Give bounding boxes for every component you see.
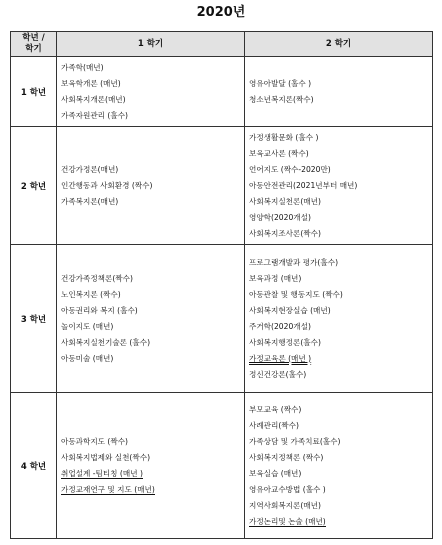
course-item: [249, 271, 432, 287]
table-row: [11, 57, 433, 127]
semester-2-cell: [245, 393, 433, 539]
course-item: [249, 450, 432, 466]
course-item: [249, 76, 432, 92]
course-name: 사회복지정책론 (짝수): [249, 452, 324, 462]
course-name: 놀이지도 (매년): [61, 321, 114, 331]
course-item: [61, 335, 244, 351]
course-name: 보육교사론 (짝수): [249, 148, 309, 158]
table-row: [11, 127, 433, 245]
course-list: [57, 434, 244, 498]
course-item: [249, 226, 432, 242]
course-list: [57, 60, 244, 124]
course-item: [61, 351, 244, 367]
course-name: 아동안전관리(2021년부터 매년): [249, 180, 358, 190]
course-name: 주거학(2020개설): [249, 321, 311, 331]
semester-1-cell: [57, 245, 245, 393]
course-item: [249, 146, 432, 162]
course-item: [249, 514, 432, 530]
course-name: 사회복지실천기술론 (홀수): [61, 337, 151, 347]
course-name: 가족자원관리 (홀수): [61, 110, 129, 120]
course-item: [249, 162, 432, 178]
course-name: 부모교육 (짝수): [249, 404, 302, 414]
course-name: 사회복지행정론(홀수): [249, 337, 321, 347]
course-name: 아동권리와 복지 (홀수): [61, 305, 138, 315]
course-item: [61, 92, 244, 108]
course-item: [249, 351, 432, 367]
course-item: [249, 434, 432, 450]
course-item: [61, 319, 244, 335]
course-item: [249, 498, 432, 514]
course-name: 영유아발달 (홀수 ): [249, 78, 312, 88]
course-name: 언어지도 (짝수-2020만): [249, 164, 331, 174]
course-name: 보육과정 (매년): [249, 273, 302, 283]
course-name: 가족복지론(매년): [61, 196, 119, 206]
course-name: 취업설계 -팀티칭 (매년 ): [61, 468, 143, 478]
course-name: 아동관찰 및 행동지도 (짝수): [249, 289, 343, 299]
course-name: 가정교육론 (매년 ): [249, 353, 312, 363]
course-item: [249, 130, 432, 146]
course-name: 노인복지론 (짝수): [61, 289, 121, 299]
course-list: [245, 402, 432, 530]
grade-label: 3 학년: [11, 245, 57, 393]
course-name: 가정교재연구 및 지도 (매년): [61, 484, 155, 494]
course-item: [249, 210, 432, 226]
course-name: 영양학(2020개설): [249, 212, 311, 222]
table-row: [11, 393, 433, 539]
course-name: 정신건강론(홀수): [249, 369, 307, 379]
course-item: [249, 482, 432, 498]
course-name: 사회복지개론(매년): [61, 94, 126, 104]
course-name: 보육실습 (매년): [249, 468, 302, 478]
course-name: 사회복지조사론(짝수): [249, 228, 321, 238]
course-name: 사회복지법제와 실천(짝수): [61, 452, 151, 462]
course-item: [61, 482, 244, 498]
course-item: [61, 434, 244, 450]
page-title: 2020년: [196, 5, 246, 20]
course-name: 가정생활문화 (홀수 ): [249, 132, 319, 142]
course-name: 아동미술 (매년): [61, 353, 114, 363]
curriculum-table: [10, 31, 433, 539]
course-item: [61, 287, 244, 303]
course-list: [57, 162, 244, 210]
course-item: [249, 178, 432, 194]
course-item: [249, 466, 432, 482]
course-item: [61, 194, 244, 210]
course-item: [61, 76, 244, 92]
header-grade-semester: 학년 / 학기: [11, 32, 57, 57]
semester-1-cell: [57, 127, 245, 245]
course-name: 건강가정론(매년): [61, 164, 119, 174]
table-row: [11, 245, 433, 393]
course-item: [61, 108, 244, 124]
course-item: [61, 162, 244, 178]
course-item: [61, 271, 244, 287]
course-name: 지역사회복지론(매년): [249, 500, 321, 510]
course-item: [249, 402, 432, 418]
course-name: 청소년복지론(짝수): [249, 94, 314, 104]
course-name: 가족학(매년): [61, 62, 104, 72]
course-item: [61, 60, 244, 76]
course-list: [57, 271, 244, 367]
course-name: 건강가족정책론(짝수): [61, 273, 133, 283]
course-item: [61, 303, 244, 319]
course-list: [245, 76, 432, 108]
course-item: [61, 466, 244, 482]
course-item: [249, 319, 432, 335]
course-item: [249, 418, 432, 434]
table-header-row: [11, 32, 433, 57]
course-name: 사회복지현장실습 (매년): [249, 305, 331, 315]
semester-1-cell: [57, 393, 245, 539]
grade-label: 1 학년: [11, 57, 57, 127]
course-item: [249, 92, 432, 108]
course-name: 영유아교수방법 (홀수 ): [249, 484, 326, 494]
course-item: [249, 303, 432, 319]
semester-2-cell: [245, 127, 433, 245]
header-semester-1: 1 학기: [57, 32, 245, 57]
course-item: [249, 287, 432, 303]
course-name: 가족상담 및 가족치료(홀수): [249, 436, 341, 446]
course-item: [61, 178, 244, 194]
semester-1-cell: [57, 57, 245, 127]
course-item: [249, 335, 432, 351]
header-semester-2: 2 학기: [245, 32, 433, 57]
course-list: [245, 130, 432, 242]
course-name: 인간행동과 사회환경 (짝수): [61, 180, 153, 190]
course-item: [249, 194, 432, 210]
course-name: 사례관리(짝수): [249, 420, 299, 430]
grade-label: 2 학년: [11, 127, 57, 245]
course-name: 사회복지실천론(매년): [249, 196, 321, 206]
course-name: 프로그램개발과 평가(홀수): [249, 257, 339, 267]
course-name: 가정논리및 논술 (매년): [249, 516, 326, 526]
semester-2-cell: [245, 57, 433, 127]
course-item: [249, 367, 432, 383]
course-list: [245, 255, 432, 383]
grade-label: 4 학년: [11, 393, 57, 539]
semester-2-cell: [245, 245, 433, 393]
course-name: 보육학개론 (매년): [61, 78, 121, 88]
course-item: [249, 255, 432, 271]
course-item: [61, 450, 244, 466]
course-name: 아동과학지도 (짝수): [61, 436, 129, 446]
